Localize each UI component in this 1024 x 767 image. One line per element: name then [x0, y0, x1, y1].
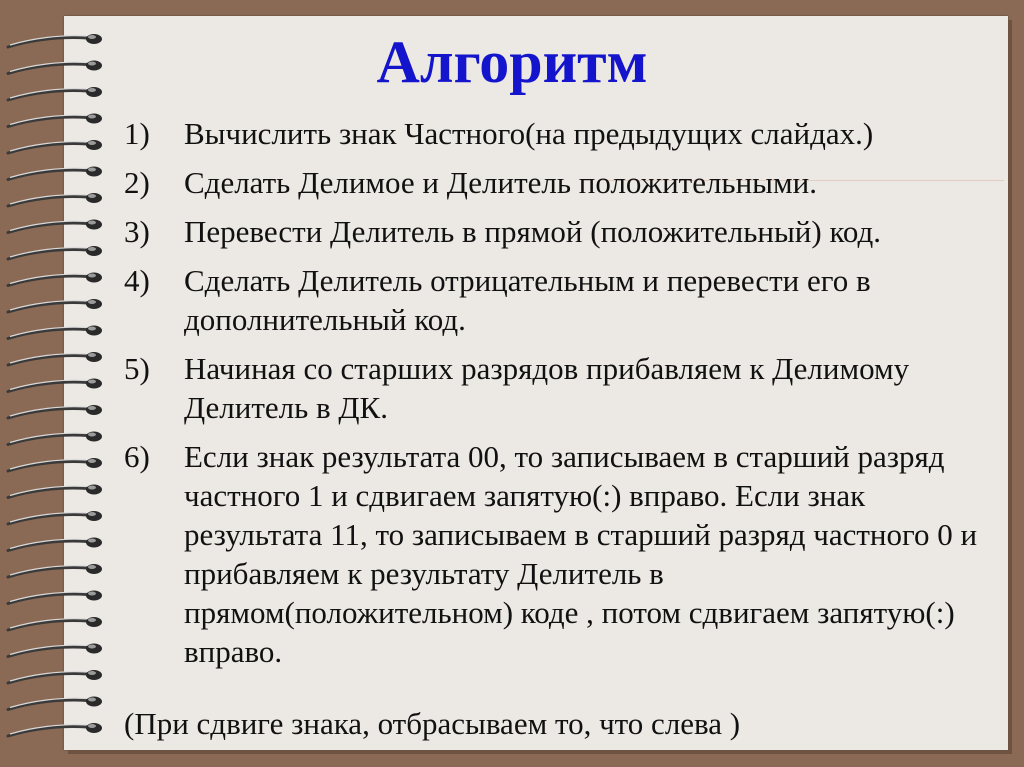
item-text: Начиная со старших разрядов прибавляем к Делимому Делитель в ДК. — [184, 351, 910, 425]
spiral-ring — [8, 485, 102, 498]
spiral-ring — [8, 167, 102, 180]
item-text: Сделать Делитель отрицательным и перевести его в дополнительный код. — [184, 263, 871, 337]
item-number: 3) — [124, 214, 150, 249]
spiral-ring — [8, 511, 102, 524]
item-number: 2) — [124, 165, 150, 200]
spiral-ring — [8, 458, 102, 471]
list-item — [124, 114, 984, 153]
spiral-ring — [8, 405, 102, 418]
spiral-ring — [8, 61, 102, 74]
spiral-binding — [0, 20, 110, 750]
spiral-ring — [8, 538, 102, 551]
spiral-ring — [8, 140, 102, 153]
spiral-ring — [8, 114, 102, 127]
item-number: 5) — [124, 351, 150, 386]
item-number: 4) — [124, 263, 150, 298]
item-text: Если знак результата 00, то записываем в старший разряд частного 1 и сдвигаем запятую(:) вправо. Если знак результата 11, то записываем в старший разряд частного 0 и прибавляем к результату Делитель в прямом(положительном) коде , потом сдвигаем запятую(:) вправо. — [184, 439, 978, 669]
spiral-ring — [8, 326, 102, 339]
spiral-ring — [8, 697, 102, 710]
list-item — [124, 261, 984, 339]
item-text: Сделать Делимое и Делитель положительными. — [184, 165, 817, 200]
spiral-ring — [8, 564, 102, 577]
spiral-ring — [8, 644, 102, 657]
spiral-ring — [8, 34, 102, 47]
spiral-ring — [8, 617, 102, 630]
footnote: (При сдвиге знака, отбрасываем то, что слева ) — [124, 706, 741, 741]
spiral-ring — [8, 87, 102, 100]
item-number: 6) — [124, 439, 150, 474]
algorithm-list — [124, 114, 984, 681]
list-item — [124, 163, 984, 202]
spiral-ring — [8, 432, 102, 445]
spiral-ring — [8, 379, 102, 392]
spiral-ring — [8, 246, 102, 259]
item-text: Перевести Делитель в прямой (положительный) код. — [184, 214, 882, 249]
spiral-ring — [8, 273, 102, 286]
spiral-ring — [8, 591, 102, 604]
list-item — [124, 349, 984, 427]
spiral-ring — [8, 670, 102, 683]
spiral-ring — [8, 352, 102, 365]
spiral-ring — [8, 193, 102, 206]
spiral-ring — [8, 220, 102, 233]
item-text: Вычислить знак Частного(на предыдущих слайдах.) — [184, 116, 874, 151]
slide-title: Алгоритм — [376, 29, 648, 95]
spiral-ring — [8, 299, 102, 312]
spiral-ring — [8, 723, 102, 736]
list-item — [124, 212, 984, 251]
item-number: 1) — [124, 116, 150, 151]
list-item — [124, 437, 984, 671]
